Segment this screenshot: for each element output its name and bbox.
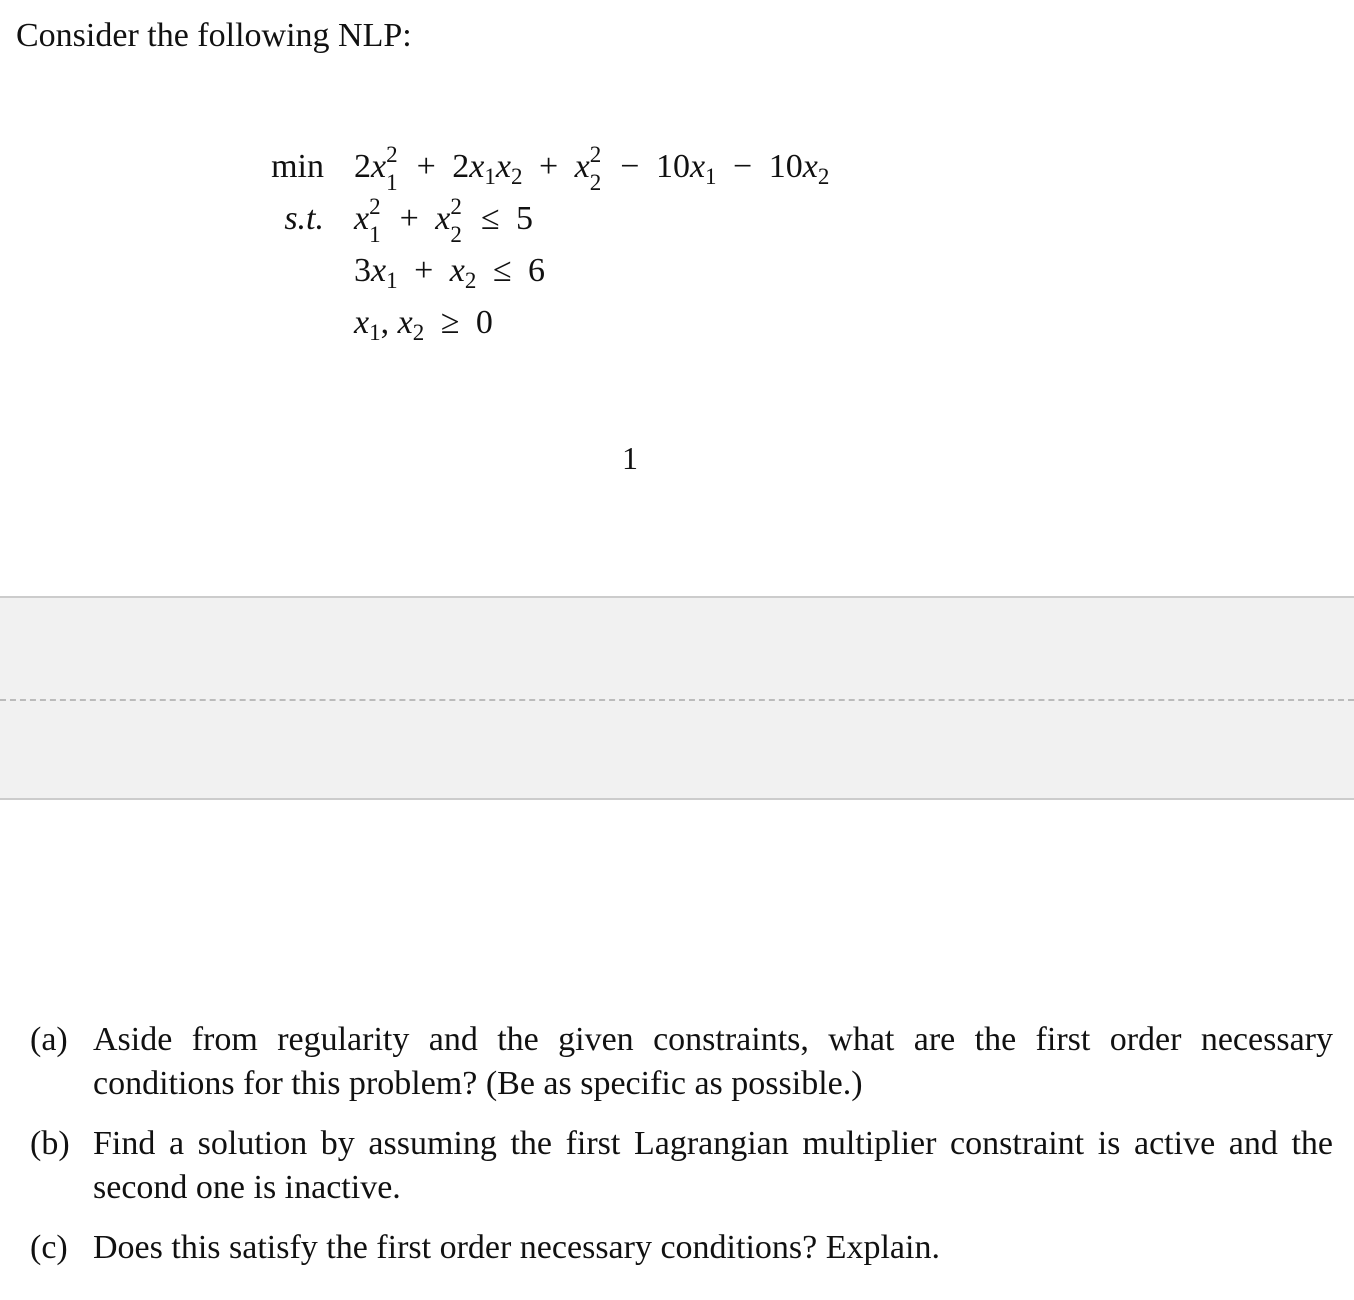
term-coef: 3 bbox=[354, 252, 371, 289]
constraint-label: s.t. bbox=[284, 200, 324, 237]
question-marker: (c) bbox=[30, 1229, 68, 1266]
subscript: 2 bbox=[450, 222, 462, 247]
script bbox=[450, 194, 464, 247]
page-break-separator bbox=[0, 596, 1354, 800]
objective-expression bbox=[354, 142, 830, 195]
variable: x bbox=[354, 200, 370, 237]
page-break-dashed-line bbox=[0, 699, 1354, 701]
subscript: 2 bbox=[817, 164, 830, 189]
variable: x bbox=[574, 148, 590, 185]
variable: x bbox=[397, 304, 413, 341]
question-text: Aside from regularity and the given constraints, what are the first order necessary conditions for this problem? (Be as specific as possible.) bbox=[93, 1021, 1333, 1102]
variable: x bbox=[495, 148, 511, 185]
subscript: 2 bbox=[412, 320, 425, 345]
subscript: 2 bbox=[510, 164, 523, 189]
objective-label: min bbox=[271, 148, 324, 185]
page-one bbox=[0, 0, 1354, 596]
comma: , bbox=[380, 304, 390, 341]
constraint-1-expression bbox=[354, 194, 534, 247]
constraint-2-expression bbox=[354, 252, 546, 293]
operator: + bbox=[416, 148, 436, 185]
variable: x bbox=[435, 200, 451, 237]
rhs-value: 6 bbox=[528, 252, 546, 289]
subscript: 1 bbox=[369, 320, 381, 345]
superscript: 2 bbox=[589, 142, 602, 167]
script bbox=[589, 142, 604, 195]
page-number: 1 bbox=[622, 440, 638, 476]
question-marker: (b) bbox=[30, 1125, 70, 1162]
subscript: 1 bbox=[386, 170, 398, 195]
relation: ≥ bbox=[440, 304, 460, 341]
operator: + bbox=[399, 200, 419, 237]
question-text: Does this satisfy the first order necessary conditions? Explain. bbox=[93, 1229, 940, 1266]
variable: x bbox=[371, 148, 387, 185]
operator: + bbox=[538, 148, 559, 185]
script bbox=[386, 142, 400, 195]
term-coef: 10 bbox=[655, 148, 690, 185]
superscript: 2 bbox=[369, 194, 381, 219]
operator: − bbox=[620, 148, 640, 185]
relation: ≤ bbox=[492, 252, 512, 289]
question-marker: (a) bbox=[30, 1021, 68, 1058]
variable: x bbox=[354, 304, 370, 341]
variable: x bbox=[802, 148, 818, 185]
rhs-value: 5 bbox=[516, 200, 534, 237]
intro-text: Consider the following NLP: bbox=[16, 17, 412, 54]
subscript: 1 bbox=[386, 268, 398, 293]
operator: − bbox=[733, 148, 753, 185]
subscript: 1 bbox=[705, 164, 717, 189]
term-coef: 2 bbox=[452, 148, 470, 185]
subscript: 2 bbox=[589, 170, 602, 195]
variable: x bbox=[689, 148, 706, 185]
relation: ≤ bbox=[480, 200, 500, 237]
subscript: 1 bbox=[369, 222, 381, 247]
term-coef: 10 bbox=[768, 148, 803, 185]
term-coef: 2 bbox=[354, 148, 371, 185]
variable: x bbox=[371, 252, 387, 289]
superscript: 2 bbox=[386, 142, 398, 167]
operator: + bbox=[414, 252, 434, 289]
rhs-value: 0 bbox=[475, 304, 493, 341]
question-text: Find a solution by assuming the first Lagrangian multiplier constraint is active and the second one is inactive. bbox=[93, 1125, 1333, 1206]
script bbox=[369, 194, 383, 247]
variable: x bbox=[449, 252, 465, 289]
constraint-3-expression bbox=[354, 304, 493, 345]
subscript: 1 bbox=[484, 164, 496, 189]
subscript: 2 bbox=[464, 268, 477, 293]
superscript: 2 bbox=[450, 194, 462, 219]
variable: x bbox=[469, 148, 485, 185]
